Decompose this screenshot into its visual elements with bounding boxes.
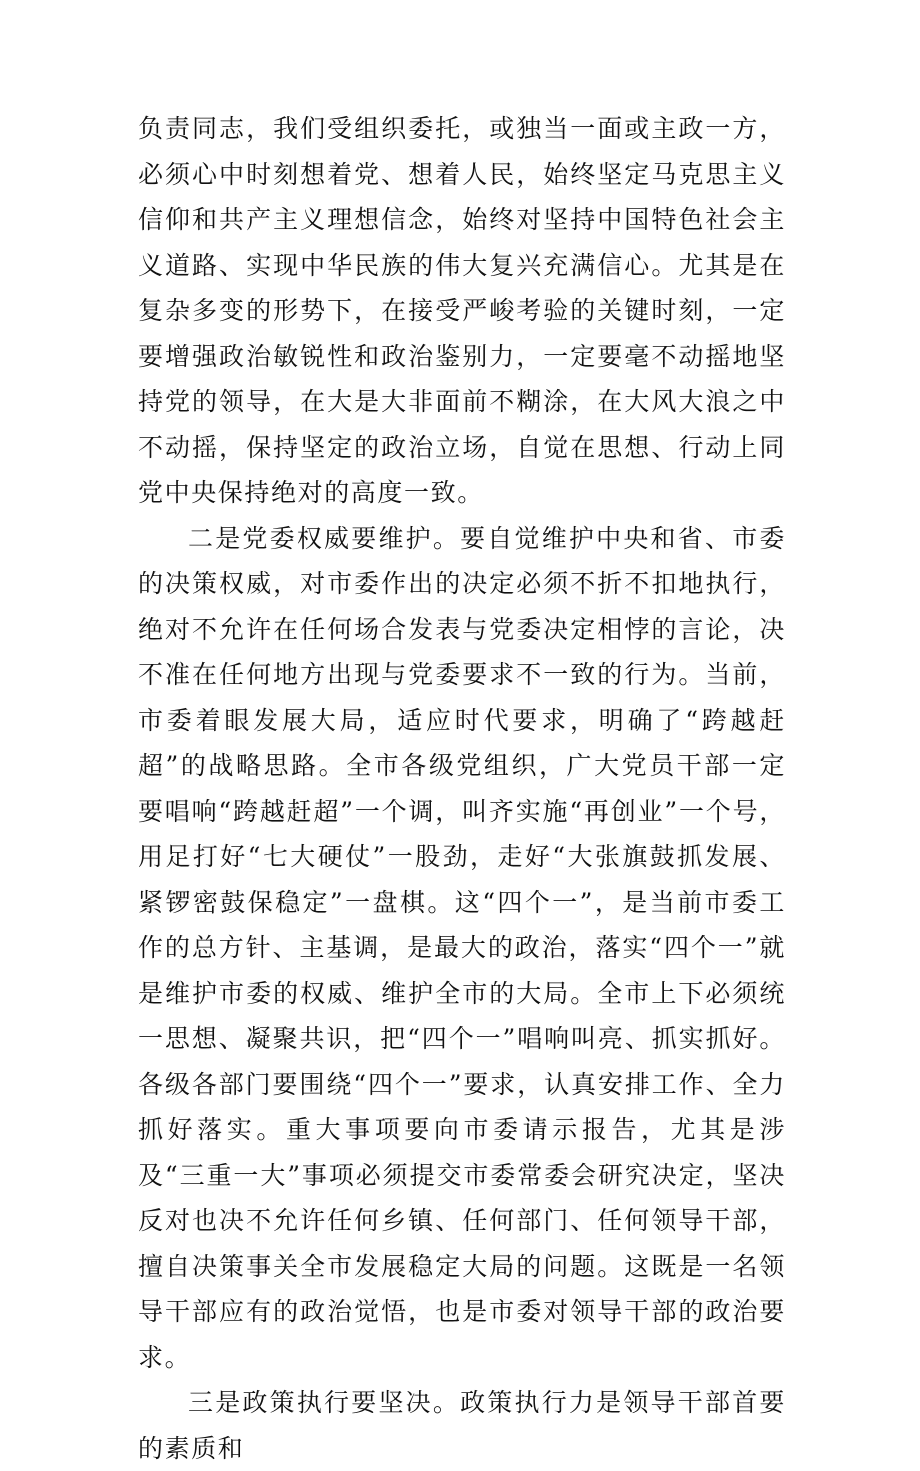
- paragraph-continued: 负责同志，我们受组织委托，或独当一面或主政一方，必须心中时刻想着党、想着人民，始终坚定马克思主义信仰和共产主义理想信念，始终对坚持中国特色社会主义道路、实现中华民族的伟大复兴充满信心。尤其是在复杂多变的形势下，在接受严峻考验的关键时刻，一定要增强政治敏锐性和政治鉴别力，一定要毫不动摇地坚持党的领导，在大是大非面前不糊涂，在大风大浪之中不动摇，保持坚定的政治立场，自觉在思想、行动上同党中央保持绝对的高度一致。: [138, 114, 786, 507]
- body-text: [138, 106, 786, 1471]
- paragraph-policy-execution: 三是政策执行要坚决。政策执行力是领导干部首要的素质和: [138, 1388, 786, 1463]
- paragraph-party-authority: 二是党委权威要维护。要自觉维护中央和省、市委的决策权威，对市委作出的决定必须不折不扣地执行，绝对不允许在任何场合发表与党委决定相悖的言论，决不准在任何地方出现与党委要求不一致的行为。当前，市委着眼发展大局，适应时代要求，明确了“跨越赶超”的战略思路。全市各级党组织，广大党员干部一定要唱响“跨越赶超”一个调，叫齐实施“再创业”一个号，用足打好“七大硬仗”一股劲，走好“大张旗鼓抓发展、紧锣密鼓保稳定”一盘棋。这“四个一”，是当前市委工作的总方针、主基调，是最大的政治，落实“四个一”就是维护市委的权威、维护全市的大局。全市上下必须统一思想、凝聚共识，把“四个一”唱响叫亮、抓实抓好。各级各部门要围绕“四个一”要求，认真安排工作、全力抓好落实。重大事项要向市委请示报告，尤其是涉及“三重一大”事项必须提交市委常委会研究决定，坚决反对也决不允许任何乡镇、任何部门、任何领导干部，擅自决策事关全市发展稳定大局的问题。这既是一名领导干部应有的政治觉悟，也是市委对领导干部的政治要求。: [138, 523, 786, 1372]
